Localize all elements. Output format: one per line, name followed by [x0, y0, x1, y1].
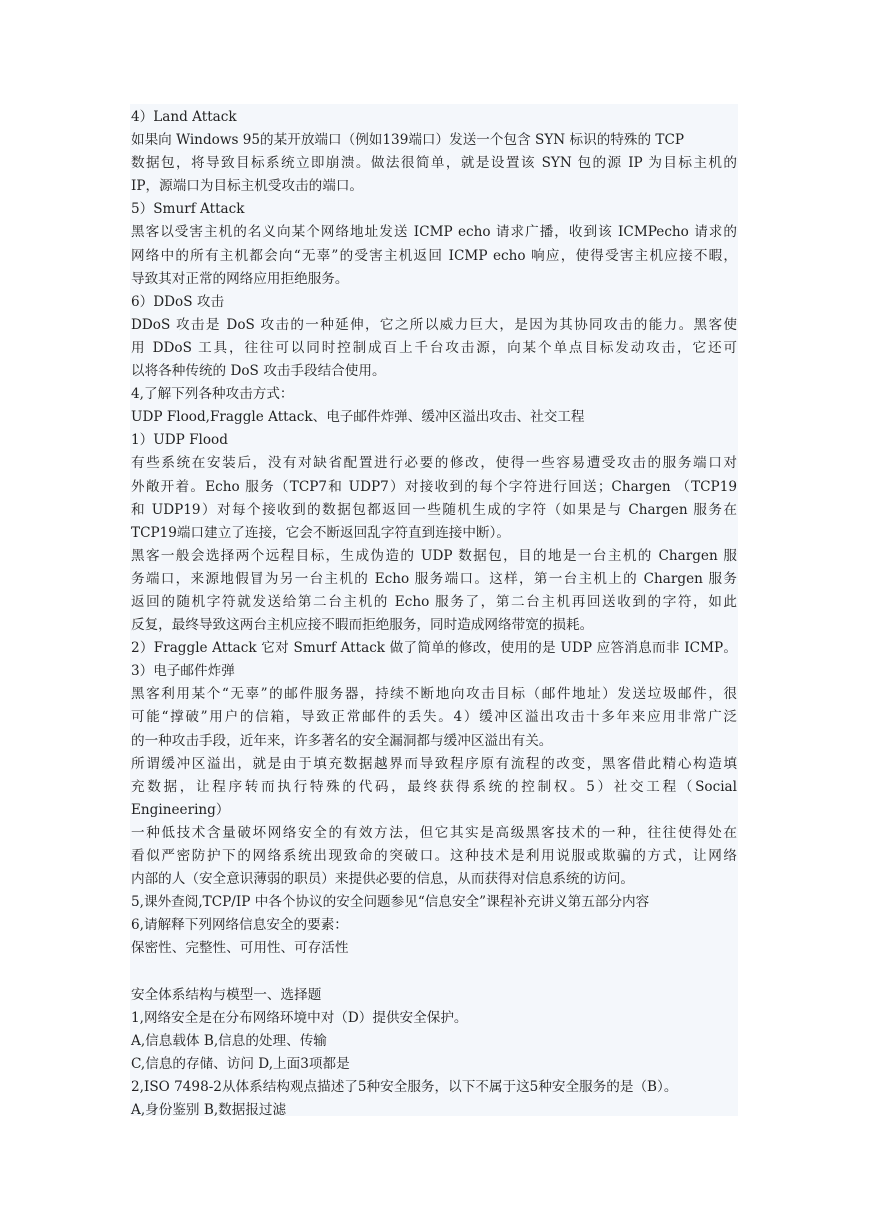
text-line: 内部的人（安全意识薄弱的职员）来提供必要的信息，从而获得对信息系统的访问。: [131, 871, 634, 888]
text-line: 的一种攻击手段，近年来，许多著名的安全漏洞都与缓冲区溢出有关。: [131, 732, 553, 749]
text-line: 一种低技术含量破坏网络安全的有效方法，但它其实是高级黑客技术的一种，往往使得处在: [131, 824, 737, 841]
text-line: 以将各种传统的 DoS 攻击手段结合使用。: [131, 363, 386, 380]
text-line: 黑客一般会选择两个远程目标，生成伪造的 UDP 数据包，目的地是一台主机的 Chargen 服: [131, 547, 737, 564]
text-line: 4）Land Attack: [131, 109, 237, 125]
text-line: 返回的随机字符就发送给第二台主机的 Echo 服务了，第二台主机再回送收到的字符，如此: [131, 593, 737, 610]
text-line: 网络中的所有主机都会向“无辜”的受害主机返回 ICMP echo 响应，使得受害主机应接不暇，: [131, 247, 737, 264]
text-line: 外敞开着。Echo 服务（TCP7和 UDP7）对接收到的每个字符进行回送；Chargen （TCP19: [131, 478, 737, 495]
text-line: 有些系统在安装后，没有对缺省配置进行必要的修改，使得一些容易遭受攻击的服务端口对: [131, 455, 737, 472]
text-line: 用 DDoS 工具，往往可以同时控制成百上千台攻击源，向某个单点目标发动攻击，它还可: [131, 339, 737, 356]
text-line: IP，源端口为目标主机受攻击的端口。: [131, 178, 364, 195]
text-line: 6）DDoS 攻击: [131, 293, 225, 310]
text-line: 1）UDP Flood: [131, 432, 228, 449]
text-line: A,身份鉴别 B,数据报过滤: [131, 1102, 287, 1119]
text-line: 黑客以受害主机的名义向某个网络地址发送 ICMP echo 请求广播，收到该 ICMPecho 请求的: [131, 224, 737, 241]
text-line: A,信息载体 B,信息的处理、传输: [131, 1032, 327, 1049]
text-line: 充数据，让程序转而执行特殊的代码，最终获得系统的控制权。5）社交工程（Social: [131, 778, 737, 795]
text-line: 看似严密防护下的网络系统出现致命的突破口。这种技术是利用说服或欺骗的方式，让网络: [131, 848, 737, 864]
text-line: 和 UDP19）对每个接收到的数据包都返回一些随机生成的字符（如果是与 Chargen 服务在: [131, 501, 737, 518]
text-line: 导致其对正常的网络应用拒绝服务。: [131, 270, 349, 287]
text-line: 安全体系结构与模型一、选择题: [131, 986, 322, 1003]
text-line: UDP Flood,Fraggle Attack、电子邮件炸弹、缓冲区溢出攻击、社交工程: [131, 409, 585, 426]
text-line: 数据包，将导致目标系统立即崩溃。做法很简单，就是设置该 SYN 包的源 IP 为目标主机的: [131, 155, 737, 172]
text-line: 4,了解下列各种攻击方式：: [131, 386, 294, 403]
text-line: DDoS 攻击是 DoS 攻击的一种延伸，它之所以威力巨大，是因为其协同攻击的能力。黑客使: [131, 316, 737, 333]
text-line: TCP19端口建立了连接，它会不断返回乱字符直到连接中断）。: [131, 524, 510, 541]
text-line: 所谓缓冲区溢出，就是由于填充数据越界而导致程序原有流程的改变，黑客借此精心构造填: [131, 755, 737, 772]
text-line: 如果向 Windows 95的某开放端口（例如139端口）发送一个包含 SYN 标识的特殊的 TCP: [131, 132, 685, 149]
text-line: 3）电子邮件炸弹: [131, 663, 235, 680]
text-line: 5,课外查阅,TCP/IP 中各个协议的安全问题参见“信息安全”课程补充讲义第五部分内容: [131, 894, 650, 911]
text-line: 反复，最终导致这两台主机应接不暇而拒绝服务，同时造成网络带宽的损耗。: [131, 617, 594, 634]
text-line: 2）Fraggle Attack 它对 Smurf Attack 做了简单的修改，使用的是 UDP 应答消息而非 ICMP。: [131, 640, 737, 657]
text-line: Engineering）: [131, 801, 230, 818]
text-line: 可能“撑破”用户的信箱，导致正常邮件的丢失。4）缓冲区溢出攻击十多年来应用非常广泛: [131, 709, 737, 726]
text-line: 1,网络安全是在分布网络环境中对（D）提供安全保护。: [131, 1009, 468, 1026]
text-line: 2,ISO 7498-2从体系结构观点描述了5种安全服务，以下不属于这5种安全服务的是（B）。: [131, 1078, 678, 1095]
blank-line: [131, 960, 737, 983]
text-line: 5）Smurf Attack: [131, 201, 245, 218]
text-line: 黑客利用某个“无辜”的邮件服务器，持续不断地向攻击目标（邮件地址）发送垃圾邮件，很: [131, 686, 737, 703]
text-line: 保密性、完整性、可用性、可存活性: [131, 940, 349, 957]
document-body: [131, 106, 737, 1122]
text-line: 6,请解释下列网络信息安全的要素：: [131, 917, 348, 934]
text-line: 务端口，来源地假冒为另一台主机的 Echo 服务端口。这样，第一台主机上的 Chargen 服务: [131, 570, 737, 587]
text-line: C,信息的存储、访问 D,上面3项都是: [131, 1055, 350, 1072]
